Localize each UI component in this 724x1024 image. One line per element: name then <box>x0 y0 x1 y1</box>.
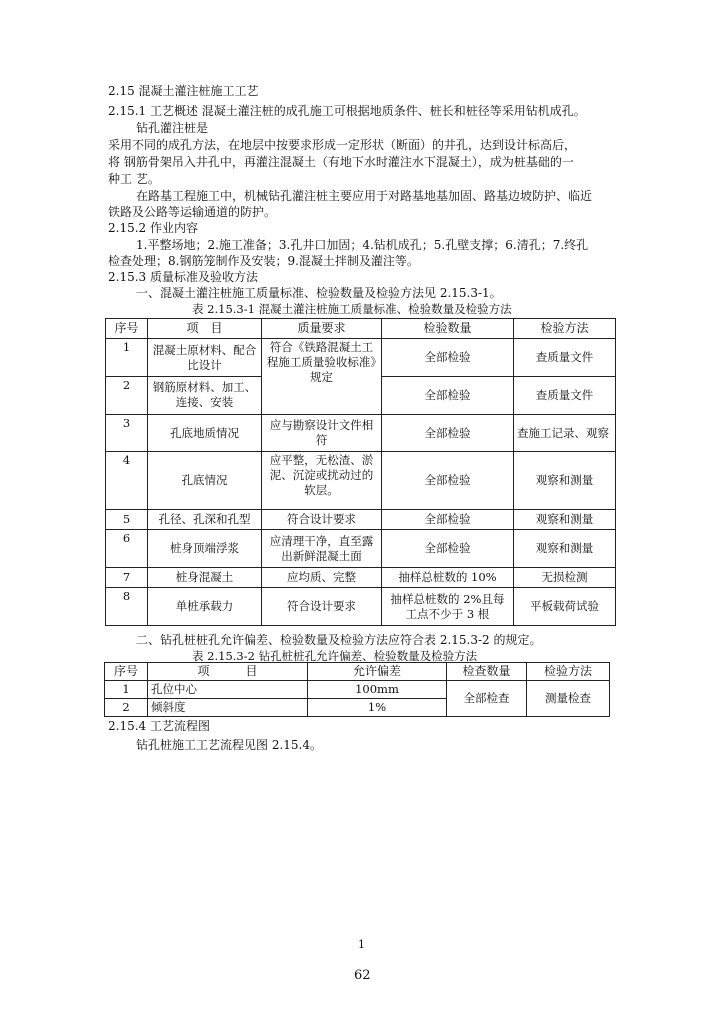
cell-no: 2 <box>105 699 148 717</box>
cell-requirement: 应清理干净，直至露出新鲜混凝土面 <box>262 530 382 568</box>
cell-item: 孔底情况 <box>148 452 262 510</box>
paragraph-line: 一、混凝土灌注桩施工质量标准、检验数量及检验方法见 2.15.3-1。 <box>136 286 502 300</box>
cell-method: 观察和测量 <box>514 510 616 530</box>
cell-quantity: 全部检验 <box>382 415 514 452</box>
cell-method: 平板载荷试验 <box>514 588 616 626</box>
cell-tolerance: 1% <box>308 699 447 717</box>
cell-method: 查施工记录、观察 <box>514 415 616 452</box>
header-method: 检验方法 <box>527 663 610 681</box>
cell-item: 单桩承载力 <box>148 588 262 626</box>
cell-no: 2 <box>106 377 148 415</box>
subsection-title: 2.15.4 工艺流程图 <box>108 719 210 733</box>
header-item: 项 目 <box>148 319 262 339</box>
cell-quantity: 抽样总桩数的 10% <box>382 568 514 588</box>
cell-requirement: 应均质、完整 <box>262 568 382 588</box>
cell-requirement: 符合《铁路混凝土工程施工质量验收标准》规定 <box>262 339 382 415</box>
table-header-row <box>106 319 616 339</box>
cell-item: 孔底地质情况 <box>148 415 262 452</box>
paragraph-line: 1.平整场地；2.施工准备；3.孔井口加固；4.钻机成孔；5.孔壁支撑；6.清孔；7.终孔 <box>136 238 589 252</box>
cell-requirement: 应与勘察设计文件相符 <box>262 415 382 452</box>
cell-item-text-clipped: 连接、安装 <box>175 394 234 409</box>
table-row <box>106 452 616 510</box>
table-row <box>106 510 616 530</box>
page-number: 62 <box>354 968 371 983</box>
cell-item: 孔位中心 <box>148 681 308 699</box>
cell-no: 3 <box>106 415 148 452</box>
cell-quantity: 抽样总桩数的 2%且每工点不少于 3 根 <box>382 588 514 626</box>
cell-item: 桩身混凝土 <box>148 568 262 588</box>
cell-item <box>148 377 262 415</box>
cell-requirement: 应平整，无松渣、淤泥、沉淀或扰动过的软层。 <box>262 452 382 510</box>
paragraph-line: 检查处理；8.钢筋笼制作及安装；9.混凝土拌制及灌注等。 <box>108 254 419 268</box>
header-quantity: 检验数量 <box>382 319 514 339</box>
cell-no: 1 <box>106 339 148 377</box>
cell-requirement: 符合设计要求 <box>262 588 382 626</box>
table-row <box>105 681 610 699</box>
paragraph-line: 在路基工程施工中，机械钻孔灌注桩主要应用于对路基地基加固、路基边坡防护、临近 <box>136 189 593 203</box>
paragraph-line: 2.15.1 工艺概述 混凝土灌注桩的成孔施工可根据地质条件、桩长和桩径等采用钻机成孔。 <box>108 104 586 118</box>
cell-method: 查质量文件 <box>514 377 616 415</box>
cell-quantity: 全部检验 <box>382 452 514 510</box>
cell-quantity: 全部检验 <box>382 377 514 415</box>
header-no: 序号 <box>106 319 148 339</box>
section-title: 2.15 混凝土灌注桩施工工艺 <box>108 84 259 98</box>
cell-requirement: 符合设计要求 <box>262 510 382 530</box>
table1-caption: 表 2.15.3-1 混凝土灌注桩施工质量标准、检验数量及检验方法 <box>192 302 512 316</box>
paragraph-line: 铁路及公路等运输通道的防护。 <box>108 205 277 219</box>
quality-standard-table <box>105 318 616 626</box>
cell-method: 观察和测量 <box>514 530 616 568</box>
table-row <box>106 339 616 377</box>
table-header-row <box>105 663 610 681</box>
paragraph-line: 将 钢筋骨架吊入井孔中，再灌注混凝土（有地下水时灌注水下混凝土），成为桩基础的一 <box>108 155 574 169</box>
paragraph-line: 钻孔桩施工工艺流程见图 2.15.4。 <box>136 738 322 752</box>
cell-check-quantity: 全部检查 <box>447 681 527 717</box>
cell-quantity: 全部检验 <box>382 339 514 377</box>
paragraph-line: 采用不同的成孔方法，在地层中按要求形成一定形状（断面）的井孔，达到设计标高后， <box>108 138 577 152</box>
paragraph-line: 钻孔灌注桩是 <box>136 121 209 135</box>
header-item: 项 目 <box>148 663 308 681</box>
table-row <box>106 530 616 568</box>
cell-no: 1 <box>105 681 148 699</box>
header-tolerance: 允许偏差 <box>308 663 447 681</box>
paragraph-line: 种工 艺。 <box>108 172 160 186</box>
cell-method: 观察和测量 <box>514 452 616 510</box>
cell-quantity: 全部检验 <box>382 530 514 568</box>
cell-method: 无损检测 <box>514 568 616 588</box>
cell-item-text: 钢筋原材料、加工、 <box>152 379 257 394</box>
header-no: 序号 <box>105 663 148 681</box>
cell-no: 8 <box>106 588 148 626</box>
cell-no: 4 <box>106 452 148 510</box>
subsection-title: 2.15.2 作业内容 <box>108 221 198 235</box>
header-method: 检验方法 <box>514 319 616 339</box>
cell-method: 测量检查 <box>527 681 610 717</box>
table2-caption: 表 2.15.3-2 钻孔桩桩孔允许偏差、检验数量及检验方法 <box>192 649 478 663</box>
header-check-quantity: 检查数量 <box>447 663 527 681</box>
table-row <box>106 588 616 626</box>
table-row <box>106 568 616 588</box>
cell-item: 孔径、孔深和孔型 <box>148 510 262 530</box>
cell-no: 7 <box>106 568 148 588</box>
cell-tolerance: 100mm <box>308 681 447 699</box>
cell-no: 6 <box>106 530 148 568</box>
table-row <box>106 415 616 452</box>
cell-item: 桩身顶端浮浆 <box>148 530 262 568</box>
cell-item: 倾斜度 <box>148 699 308 717</box>
cell-quantity: 全部检验 <box>382 510 514 530</box>
header-requirement: 质量要求 <box>262 319 382 339</box>
cell-no: 5 <box>106 510 148 530</box>
page-number-small: 1 <box>358 938 365 951</box>
cell-method: 查质量文件 <box>514 339 616 377</box>
paragraph-line: 二、钻孔桩桩孔允许偏差、检验数量及检验方法应符合表 2.15.3-2 的规定。 <box>136 633 542 647</box>
tolerance-table <box>104 662 610 717</box>
subsection-title: 2.15.3 质量标准及验收方法 <box>108 270 258 284</box>
cell-item: 混凝土原材料、配合比设计 <box>148 339 262 377</box>
